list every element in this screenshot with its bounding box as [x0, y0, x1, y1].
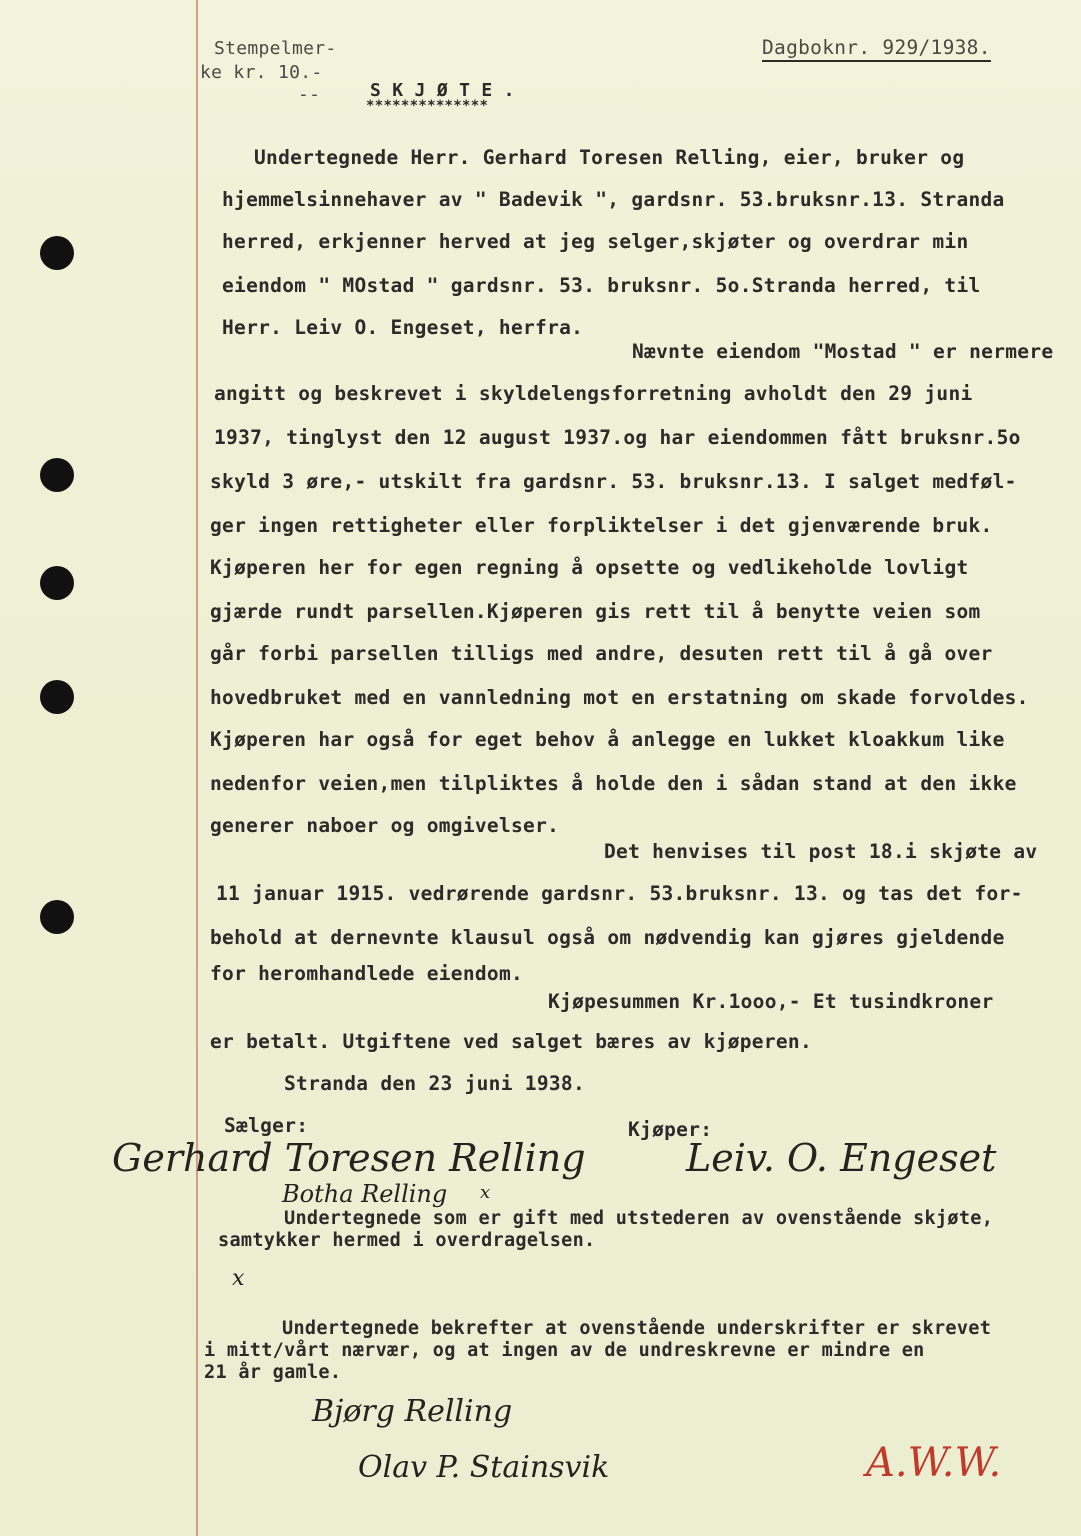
body-line: hovedbruket med en vannledning mot en erstatning om skade forvoldes.: [210, 686, 1029, 709]
body-line: 11 januar 1915. vedrørende gardsnr. 53.bruksnr. 13. og tas det for-: [216, 882, 1023, 905]
witness-signature-2: Olav P. Stainsvik: [358, 1450, 610, 1485]
x-mark: x: [232, 1266, 245, 1291]
docket-number: [762, 36, 991, 59]
spouse-signature: Botha Relling: [282, 1180, 448, 1208]
punch-hole: [40, 900, 74, 934]
stamp-note-line2: ke kr. 10.-: [200, 62, 323, 83]
body-line: Det henvises til post 18.i skjøte av: [604, 840, 1038, 863]
margin-rule: [196, 0, 198, 1536]
body-line: Herr. Leiv O. Engeset, herfra.: [222, 316, 584, 339]
seller-label: Sælger:: [224, 1114, 309, 1137]
body-line: 1937, tinglyst den 12 august 1937.og har eiendommen fått bruksnr.5o: [214, 426, 1021, 449]
body-line: gjærde rundt parsellen.Kjøperen gis rett til å benytte veien som: [210, 600, 981, 623]
punch-hole: [40, 566, 74, 600]
consent-line: Undertegnede som er gift med utstederen av ovenstående skjøte,: [284, 1208, 994, 1229]
title-underline-stars: **************: [366, 98, 489, 114]
punch-hole: [40, 458, 74, 492]
body-line: er betalt. Utgiftene ved salget bæres av kjøperen.: [210, 1030, 812, 1053]
place-date: Stranda den 23 juni 1938.: [284, 1072, 585, 1095]
consent-line: samtykker hermed i overdragelsen.: [218, 1230, 596, 1251]
buyer-signature: Leiv. O. Engeset: [686, 1136, 997, 1180]
body-line: nedenfor veien,men tilpliktes å holde den i sådan stand at den ikke: [210, 772, 1017, 795]
body-line: går forbi parsellen tilligs med andre, desuten rett til å gå over: [210, 642, 993, 665]
body-line: eiendom " MOstad " gardsnr. 53. bruksnr. 5o.Stranda herred, til: [222, 274, 981, 297]
body-line: Nævnte eiendom "Mostad " er nermere: [632, 340, 1054, 363]
body-line: behold at dernevnte klausul også om nødvendig kan gjøres gjeldende: [210, 926, 1005, 949]
body-line: ger ingen rettigheter eller forpliktelser i det gjenværende bruk.: [210, 514, 993, 537]
body-line: hjemmelsinnehaver av " Badevik ", gardsnr. 53.bruksnr.13. Stranda: [222, 188, 1005, 211]
body-line: generer naboer og omgivelser.: [210, 814, 560, 837]
stamp-note-line3: --: [298, 84, 321, 105]
witness-line: Undertegnede bekrefter at ovenstående underskrifter er skrevet: [282, 1318, 992, 1339]
witness-line: i mitt/vårt nærvær, og at ingen av de undreskrevne er mindre en: [204, 1340, 925, 1361]
buyer-label: Kjøper:: [628, 1118, 713, 1141]
body-line: Kjøperen har også for eget behov å anlegge en lukket kloakkum like: [210, 728, 1005, 751]
body-line: herred, erkjenner herved at jeg selger,skjøter og overdrar min: [222, 230, 969, 253]
registrar-initials: A.W.W.: [866, 1440, 1002, 1486]
docket-number-text: Dagboknr. 929/1938.: [762, 36, 991, 62]
spouse-signature-mark: x: [480, 1182, 491, 1203]
witness-signature-1: Bjørg Relling: [312, 1394, 513, 1429]
body-line: angitt og beskrevet i skyldelengsforretning avholdt den 29 juni: [214, 382, 973, 405]
seller-signature: Gerhard Toresen Relling: [112, 1136, 586, 1180]
stamp-note-line1: Stempelmer-: [214, 38, 337, 59]
witness-line: 21 år gamle.: [204, 1362, 342, 1383]
document-title: S K J Ø T E .: [370, 80, 515, 101]
body-line: for heromhandlede eiendom.: [210, 962, 524, 985]
body-line: Kjøpesummen Kr.1ooo,- Et tusindkroner: [548, 990, 994, 1013]
body-line: skyld 3 øre,- utskilt fra gardsnr. 53. bruksnr.13. I salget medføl-: [210, 470, 1017, 493]
punch-hole: [40, 236, 74, 270]
body-line: Undertegnede Herr. Gerhard Toresen Relling, eier, bruker og: [254, 146, 965, 169]
body-line: Kjøperen her for egen regning å opsette og vedlikeholde lovligt: [210, 556, 969, 579]
punch-hole: [40, 680, 74, 714]
